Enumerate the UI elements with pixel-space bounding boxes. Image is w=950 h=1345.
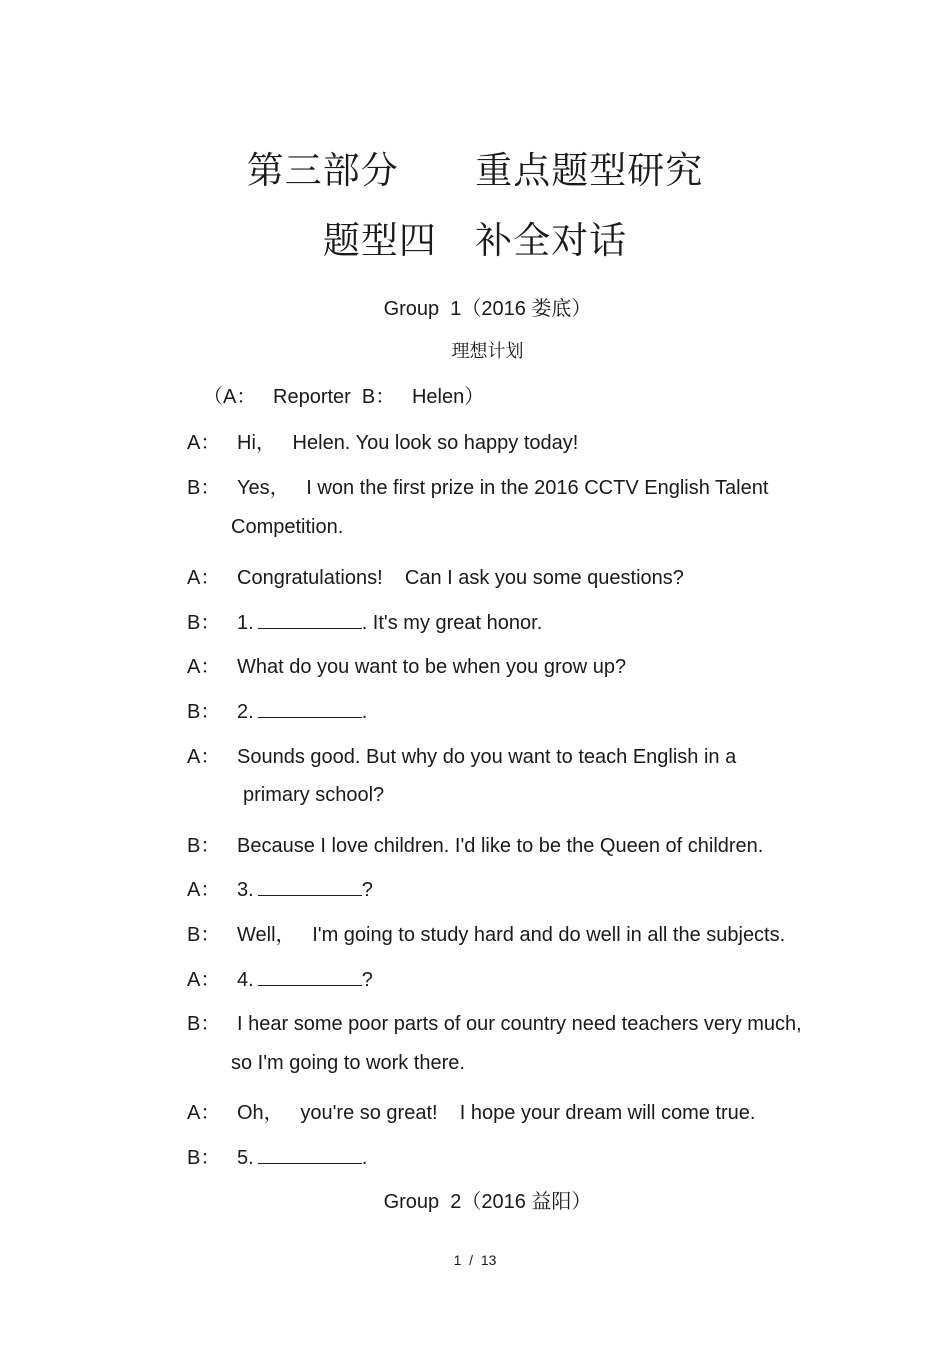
speaker-label: B： bbox=[187, 924, 221, 946]
dialogue-line bbox=[187, 740, 736, 769]
dialogue-line bbox=[231, 1052, 465, 1075]
answer-blank[interactable] bbox=[258, 1147, 362, 1164]
answer-blank[interactable] bbox=[258, 612, 362, 629]
blank-number: 5. bbox=[237, 1147, 254, 1169]
group1-heading: Group 1（2016 娄底） bbox=[383, 298, 592, 320]
group1-topic: 理想计划 bbox=[451, 341, 524, 362]
page-title: 第三部分 重点题型研究 bbox=[246, 149, 704, 192]
speaker-label: B： bbox=[187, 835, 221, 857]
dialogue-line bbox=[231, 516, 343, 539]
answer-blank[interactable] bbox=[258, 969, 362, 986]
dialogue-line bbox=[187, 1096, 756, 1125]
dialogue-line bbox=[187, 471, 768, 500]
speaker-label: A： bbox=[187, 656, 221, 678]
speaker-label: A： bbox=[187, 567, 221, 589]
dialogue-text: Oh， you're so great! I hope your dream will come true. bbox=[237, 1102, 756, 1124]
page-subtitle: 题型四 补全对话 bbox=[322, 219, 628, 262]
group2-heading: Group 2（2016 益阳） bbox=[383, 1191, 592, 1213]
dialogue-line bbox=[187, 918, 785, 947]
dialogue-line bbox=[187, 426, 578, 455]
speaker-label: A： bbox=[187, 879, 221, 901]
dialogue-text: I hear some poor parts of our country need teachers very much, bbox=[237, 1013, 802, 1035]
blank-number: 3. bbox=[237, 879, 254, 901]
dialogue-line bbox=[187, 650, 626, 679]
blank-number: 1. bbox=[237, 612, 254, 634]
dialogue-line bbox=[187, 873, 373, 902]
dialogue-line bbox=[187, 1007, 802, 1036]
speaker-label: B： bbox=[187, 477, 221, 499]
line-ending: . It's my great honor. bbox=[361, 612, 543, 634]
dialogue-line bbox=[243, 784, 384, 807]
speaker-label: B： bbox=[187, 701, 221, 723]
line-ending: ? bbox=[361, 969, 373, 991]
speaker-label: B： bbox=[187, 612, 221, 634]
dialogue-text: Yes， I won the first prize in the 2016 CCTV English Talent bbox=[237, 477, 769, 499]
group1-roles: （A： Reporter B： Helen） bbox=[203, 386, 485, 408]
dialogue-line bbox=[187, 1141, 367, 1170]
line-ending: ? bbox=[361, 879, 373, 901]
line-ending: . bbox=[361, 1147, 368, 1169]
dialogue-line bbox=[187, 829, 763, 858]
blank-number: 2. bbox=[237, 701, 254, 723]
dialogue-text: Congratulations! Can I ask you some questions? bbox=[237, 567, 684, 589]
speaker-label: B： bbox=[187, 1013, 221, 1035]
dialogue-text: Well， I'm going to study hard and do well in all the subjects. bbox=[237, 924, 786, 946]
dialogue-text: Sounds good. But why do you want to teach English in a bbox=[237, 746, 737, 768]
answer-blank[interactable] bbox=[258, 701, 362, 718]
dialogue-text: Because I love children. I'd like to be the Queen of children. bbox=[237, 835, 764, 857]
dialogue-line bbox=[187, 963, 373, 992]
dialogue-text: so I'm going to work there. bbox=[231, 1052, 465, 1074]
dialogue-text: Hi， Helen. You look so happy today! bbox=[237, 432, 579, 454]
dialogue-line bbox=[187, 561, 684, 590]
blank-number: 4. bbox=[237, 969, 254, 991]
dialogue-text: primary school? bbox=[243, 784, 385, 806]
dialogue-text: Competition. bbox=[231, 516, 344, 538]
answer-blank[interactable] bbox=[258, 879, 362, 896]
speaker-label: A： bbox=[187, 969, 221, 991]
speaker-label: B： bbox=[187, 1147, 221, 1169]
dialogue-line bbox=[187, 606, 542, 635]
line-ending: . bbox=[361, 701, 368, 723]
speaker-label: A： bbox=[187, 432, 221, 454]
speaker-label: A： bbox=[187, 746, 221, 768]
page-number: 1 / 13 bbox=[453, 1252, 497, 1268]
speaker-label: A： bbox=[187, 1102, 221, 1124]
dialogue-text: What do you want to be when you grow up? bbox=[237, 656, 627, 678]
dialogue-line bbox=[187, 695, 367, 724]
